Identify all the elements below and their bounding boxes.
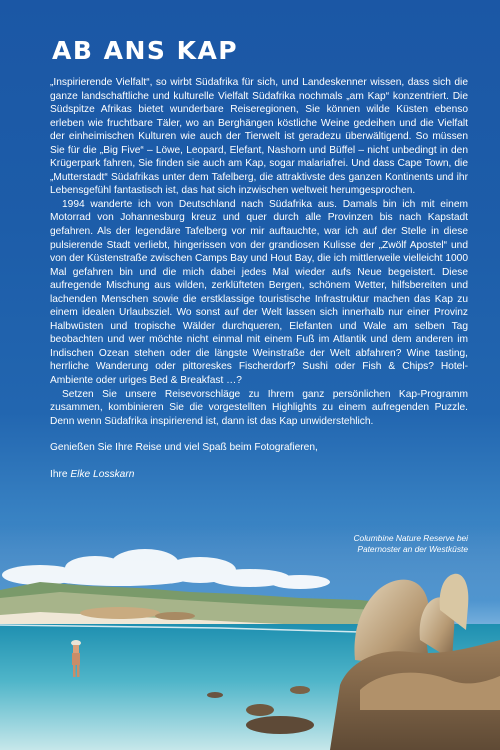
body-text <box>50 76 468 481</box>
photo-caption <box>268 533 468 555</box>
author-name: Elke Losskarn <box>70 468 135 480</box>
paragraph-closing: Genießen Sie Ihre Reise und viel Spaß beim Fotografieren, <box>50 442 318 454</box>
paragraph-suggestions: Setzen Sie unsere Reisevorschläge zu Ihrem ganz persönlichen Kap-Programm zusammen, kombinieren Sie die vorgestellten Highlights zu einem aufregenden Puzzle. Denn wenn Südafrika inspirierend ist, dann ist das Kap unwiderstehlich. <box>50 388 468 427</box>
signature-prefix: Ihre <box>50 468 71 480</box>
caption-line-1: Columbine Nature Reserve bei <box>353 533 468 543</box>
signature <box>50 468 468 482</box>
page-title: AB ANS KAP <box>52 36 239 65</box>
paragraph-intro: „Inspirierende Vielfalt“, so wirbt Südafrika für sich, und Landeskenner wissen, dass sich die ganze landschaftliche und kulturelle Vielfalt Südafrika nochmals „am Kap“ konzentriert. Die Südspitze Afrikas bietet wunderbare Reiseregionen, Sie können wilde Küsten ebenso erleben wie fruchtbare Täler, wo an Berghängen köstliche Weine gedeihen und die Vielfalt der einheimischen Kulturen wie auch der Tierwelt ist geradezu überwältigend. So müssen Sie für die „Big Five“ – Löwe, Leopard, Elefant, Nashorn und Büffel – nicht unbedingt in den Krügerpark fahren, Sie finden sie auch am Kap, sogar malariafrei. Und dass Cape Town, die „Mutterstadt“ Südafrikas unter dem Tafelberg, die attraktivste des ganzen Kontinents und ihr Lebensgefühl fantastisch ist, das hat sich inzwischen weltweit herumgesprochen. <box>50 77 468 197</box>
caption-line-2: Paternoster an der Westküste <box>357 544 468 554</box>
paragraph-story: 1994 wanderte ich von Deutschland nach Südafrika aus. Damals bin ich mit einem Motorrad von Johannesburg kreuz und quer durch alle Provinzen bis nach Kapstadt gefahren. Als der legendäre Tafelberg vor mir auftauchte, war ich auf der Stelle in diese pulsierende Stadt verliebt, hingerissen von der grandiosen Kulisse der „Zwölf Apostel“ und von der Küstenstraße zwischen Camps Bay und Hout Bay, die ich mittlerweile vielleicht 1000 Mal gefahren bin und die mich dabei jedes Mal wieder aufs Neue begeistert. Diese aufregende Mischung aus wilden, zerklüfteten Bergen, schönem Wetter, hilfsbereiten und lachenden Menschen sowie die erstklassige touristische Infrastruktur machen das Kap zu einem idealen Urlaubsziel. Wo sonst auf der Welt lassen sich innerhalb nur einer Provinz Halbwüsten und tropische Wälder durchqueren, Elefanten und Wale am selben Tag beobachten und wer möchte nicht einmal mit einem Fuß im Atlantik und dem anderen im Indischen Ozean stehen oder die längste Weinstraße der Welt abfahren? Wine tasting, herrliche Wanderung oder pittoreskes Fischerdorf? Sushi oder Fish & Chips? Hotel-Ambiente oder uriges Bed & Breakfast …? <box>50 198 468 387</box>
